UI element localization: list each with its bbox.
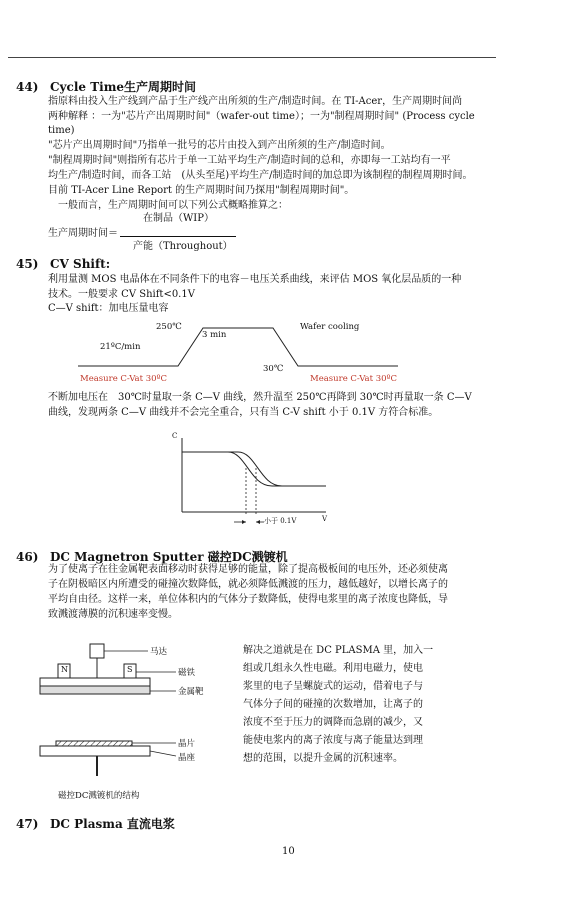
motor-label: 马达 <box>150 647 168 657</box>
section-46-side-line: 组或几组永久性电磁。利用电磁力，使电 <box>243 663 423 674</box>
wafer-seat-label: 晶座 <box>178 753 196 763</box>
section-47-heading <box>16 815 175 832</box>
ramp-rate-label: 21ºC/min <box>100 342 141 352</box>
section-45-heading <box>16 257 110 271</box>
wafer-cooling-label: Wafer cooling <box>300 322 360 332</box>
measure-label-left: Measure C-Vat 30ºC <box>80 374 168 384</box>
section-45-line: 不断加电压在 30℃时量取一条 C—V 曲线，然升温至 250℃再降到 30℃时再量取一条 C—V <box>48 392 472 403</box>
section-45-line: 利用量测 MOS 电晶体在不同条件下的电容－电压关系曲线，来评估 MOS 氧化层品质的一种 <box>48 274 462 285</box>
hold-time-label: 3 min <box>202 330 227 340</box>
section-46-side-line: 能使电浆内的离子浓度与离子能量达到理 <box>243 735 423 746</box>
formula-numerator: 在制品（WIP） <box>143 213 214 224</box>
section-46-line: 平均自由径。这样一来，单位体积内的气体分子数降低，使得电浆里的离子浓度也降低，导 <box>48 594 448 605</box>
magnet-n-label: N <box>61 665 68 674</box>
temp-250-label: 250℃ <box>156 322 182 332</box>
formula-denominator: 产能（Throughout） <box>133 241 233 252</box>
magnet-label: 磁铁 <box>178 668 196 678</box>
cv-curve-svg <box>168 430 348 530</box>
section-46-line: 致溅渡薄膜的沉积速率变慢。 <box>48 609 178 620</box>
page-number: 10 <box>282 846 295 857</box>
figure-caption: 磁控DC溅镀机的结构 <box>58 791 140 801</box>
section-45-line: 曲线，发现两条 C—V 曲线并不会完全重合，只有当 C-V shift 小于 0.1V 方符合标准。 <box>48 407 439 418</box>
section-46-side-line: 解决之道就是在 DC PLASMA 里，加入一 <box>243 645 434 656</box>
section-46-line: 为了使离子在往金属靶表面移动时获得足够的能量，除了提高极板间的电压外，还必须使离 <box>48 564 448 575</box>
sputter-structure-figure <box>36 636 236 806</box>
section-46-side-line: 浆里的电子呈螺旋式的运动，借着电子与 <box>243 681 423 692</box>
section-44-line: 两种解释 ：一为"芯片产出周期时间"（wafer-out time）；一为"制程周期时间" (Process cycle <box>48 111 475 122</box>
section-number: 45) <box>16 257 39 271</box>
section-44-heading <box>16 78 196 95</box>
section-44-line: 目前 TI-Acer Line Report 的生产周期时间乃探用"制程周期时间"。 <box>48 185 355 196</box>
magnet-s-label: S <box>127 665 133 674</box>
section-number: 44) <box>16 80 39 94</box>
section-46-side-line: 气体分子间的碰撞的次数增加，让离子的 <box>243 699 423 710</box>
section-44-line: time) <box>48 125 75 136</box>
section-44-line: "制程周期时间"则指所有芯片于单一工站平均生产/制造时间的总和，亦即每一工站均有一平 <box>48 155 451 166</box>
temperature-profile-diagram <box>60 318 400 388</box>
section-44-line: 指原料由投入生产线到产品于生产线产出所须的生产/制造时间。在 TI-Acer，生产周期时间尚 <box>48 96 463 107</box>
temp-30-label: 30℃ <box>263 364 284 374</box>
section-44-line: "芯片产出周期时间"乃指单一批号的芯片由投入到产出所须的生产/制造时间。 <box>48 140 391 151</box>
target-label: 金属靶 <box>178 687 204 697</box>
section-number: 47) <box>16 817 39 831</box>
section-45-line: 技术。一般要求 CV Shift<0.1V <box>48 289 195 300</box>
cv-shift-note: 小于 0.1V <box>264 517 297 525</box>
sputter-structure-svg <box>36 636 236 806</box>
section-number: 46) <box>16 550 39 564</box>
section-45-line: C—V shift：加电压量电容 <box>48 303 169 314</box>
section-46-side-line: 浓度不至于压力的调降而急剧的减少，又 <box>243 717 423 728</box>
fraction-bar <box>120 236 236 237</box>
section-46-line: 子在阴极暗区内所遭受的碰撞次数降低，就必须降低溅渡的压力，越低越好，以增长离子的 <box>48 579 448 590</box>
section-title: DC Plasma 直流电浆 <box>50 817 175 831</box>
section-title: DC Magnetron Sputter 磁控DC溅镀机 <box>50 550 288 564</box>
cv-y-axis-label: C <box>172 432 178 440</box>
measure-label-right: Measure C-Vat 30ºC <box>310 374 398 384</box>
section-title: CV Shift: <box>50 257 111 271</box>
section-44-line: 均生产/制造时间，而各工站 (从头至尾)平均生产/制造时间的加总即为该制程的制程周期时间。 <box>48 170 473 181</box>
wafer-label: 晶片 <box>178 739 196 749</box>
section-44-line: 一般而言，生产周期时间可以下列公式概略推算之： <box>48 200 288 211</box>
section-title: Cycle Time生产周期时间 <box>50 80 197 94</box>
cv-x-axis-label: V <box>322 515 328 523</box>
top-rule <box>8 57 496 58</box>
formula-lhs: 生产周期时间＝ <box>48 228 118 239</box>
section-46-side-line: 想的范围，以提升金属的沉积速率。 <box>243 753 403 764</box>
cv-curve-figure <box>168 430 348 530</box>
